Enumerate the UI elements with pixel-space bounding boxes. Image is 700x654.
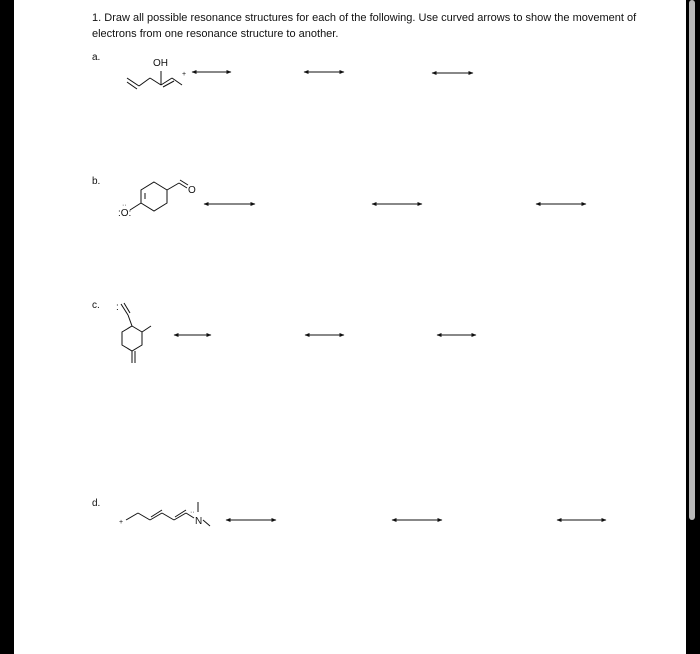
- resonance-arrows: [174, 72, 606, 520]
- vertical-scrollbar[interactable]: [689, 0, 695, 520]
- molecule-a: [127, 71, 182, 89]
- part-b-label: b.: [92, 176, 101, 187]
- molecule-c: [121, 303, 151, 363]
- molecule-b-oxide: :O:: [118, 208, 132, 219]
- part-d-label: d.: [92, 498, 101, 509]
- molecule-d-lone-pair: ··: [190, 509, 195, 516]
- part-c-label: c.: [92, 300, 100, 311]
- question-number: 1.: [92, 12, 102, 24]
- molecule-a-charge: +: [182, 71, 187, 78]
- drawing-layer: [14, 0, 686, 654]
- document-page: [14, 0, 686, 654]
- molecule-b-carbonyl-o: O: [188, 185, 196, 196]
- molecule-a-oh-label: OH: [153, 58, 168, 69]
- part-a-label: a.: [92, 52, 101, 63]
- molecule-b-lone-pair: ··: [122, 202, 127, 209]
- molecule-c-lone-pair: :: [116, 302, 119, 313]
- molecule-d-n-label: N: [195, 516, 203, 527]
- molecule-b: [130, 180, 188, 211]
- question-body: Draw all possible resonance structures for each of the following. Use curved arrows to show the movement of electrons from one resonance structure to another.: [92, 12, 637, 40]
- molecule-d-charge: +: [119, 519, 124, 526]
